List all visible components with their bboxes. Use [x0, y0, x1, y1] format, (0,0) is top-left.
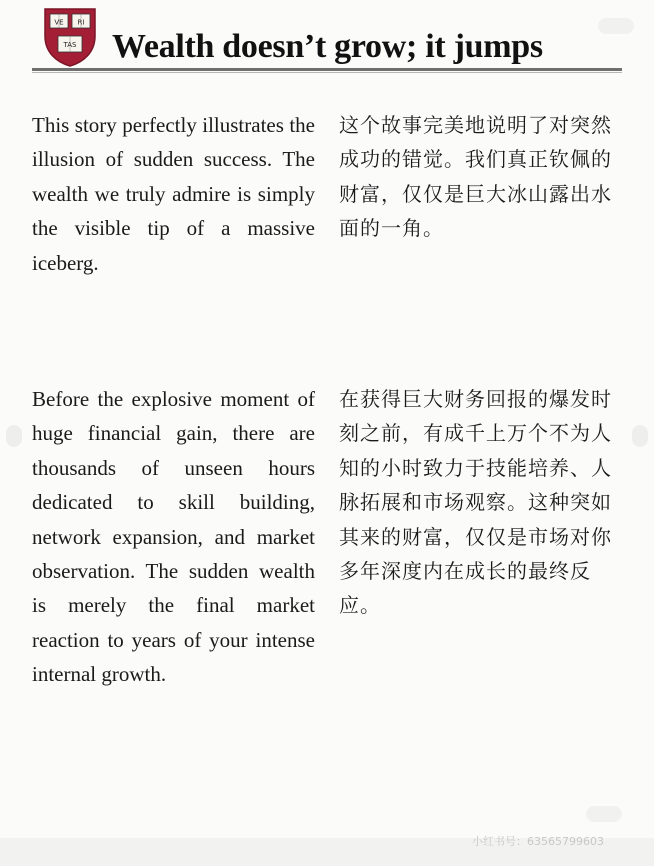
paragraph-2-english: Before the explosive moment of huge financial gain, there are thousands of unseen hours dedicated to skill building, network expansion, and market observation. The sudden wealth is merely the final market reaction to years of your intense internal growth.: [32, 387, 315, 687]
page-title: Wealth doesn’t grow; it jumps: [112, 28, 543, 65]
title-rule-thin: [32, 72, 622, 73]
logo-text-ri: RI: [77, 18, 85, 27]
harvard-shield-logo: [42, 6, 98, 68]
next-page-handle[interactable]: [632, 425, 648, 447]
top-corner-control[interactable]: [598, 18, 634, 34]
header: [32, 0, 622, 72]
paragraph-1-chinese: 这个故事完美地说明了对突然成功的错觉。我们真正钦佩的财富，仅仅是巨大冰山露出水面的一角。: [339, 113, 612, 241]
paragraph-1-english: This story perfectly illustrates the illusion of sudden success. The wealth we truly admire is simply the visible tip of a massive iceberg.: [32, 113, 315, 275]
watermark: 小红书号：63565799603: [472, 835, 604, 848]
logo-text-ve: VE: [54, 18, 64, 27]
logo-text-tas: TAS: [63, 41, 77, 49]
title-rule: [32, 68, 622, 71]
prev-page-handle[interactable]: [6, 425, 22, 447]
paragraph-2-chinese: 在获得巨大财务回报的爆发时刻之前，有成千上万个不为人知的小时致力于技能培养、人脉拓展和市场观察。这种突如其来的财富，仅仅是市场对你多年深度内在成长的最终反应。: [339, 387, 612, 618]
bottom-corner-control[interactable]: [586, 806, 622, 822]
